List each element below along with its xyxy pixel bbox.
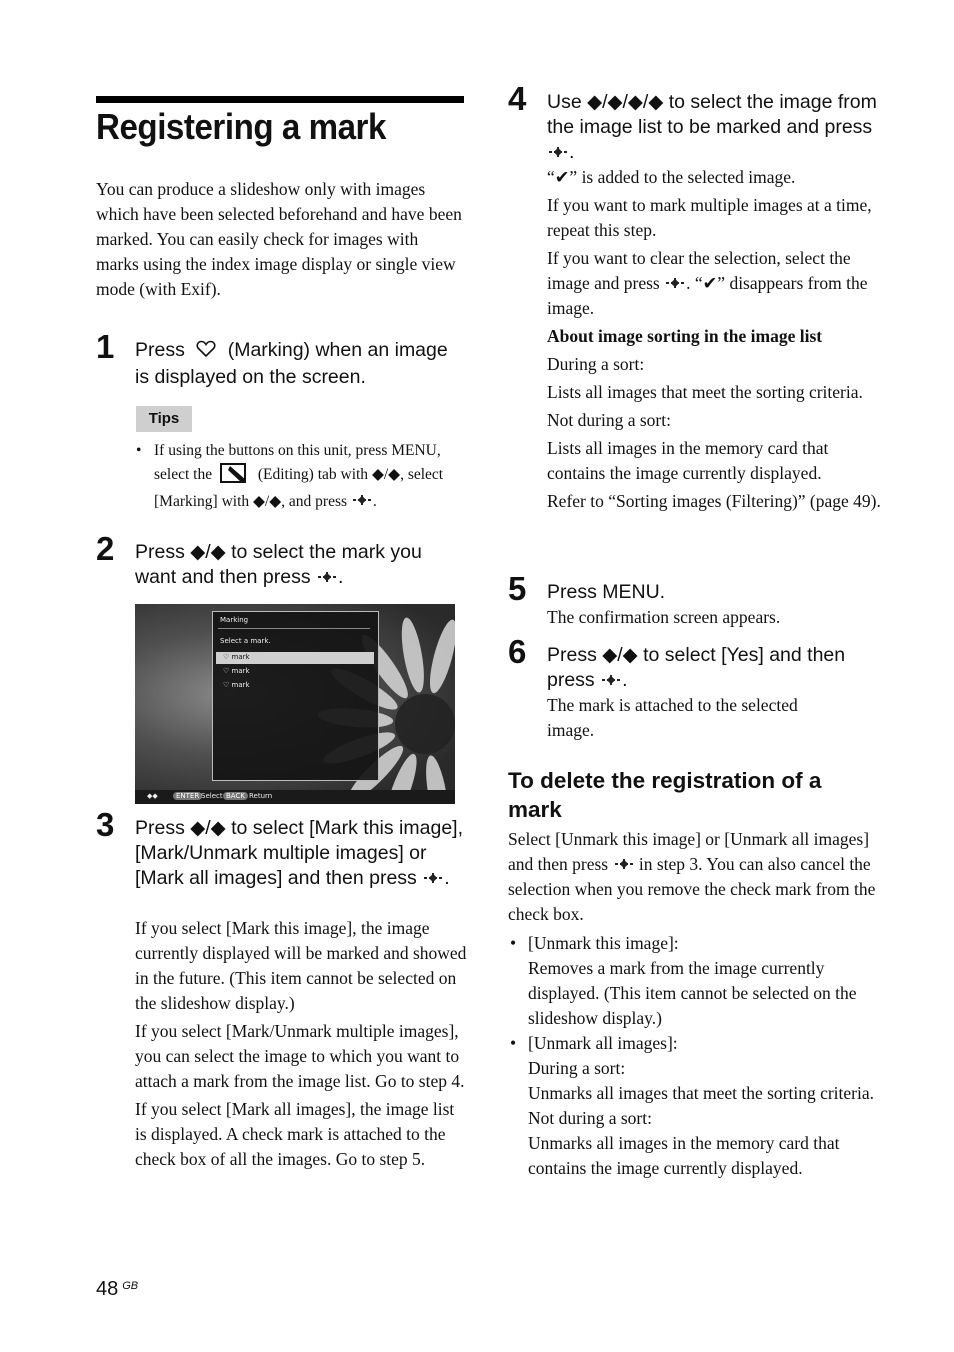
page-language-code: GB (122, 1280, 139, 1292)
step-3-para-2: If you select [Mark/Unmark multiple images], you can select the image to which you want to attach a mark from the image list. Go to step 4. (135, 1021, 465, 1091)
step-4-para-3: If you want to clear the selection, select the image and press . “✔” disappears from the image. (547, 248, 868, 318)
step-4-para-2: If you want to mark multiple images at a time, repeat this step. (547, 195, 872, 240)
step-6-body: The mark is attached to the selected image. (547, 695, 798, 740)
page-title: Registering a mark (96, 106, 386, 147)
step-1-text-b: (Marking) when an image is displayed on the screen. (135, 339, 448, 388)
screen-footer-bar (135, 790, 455, 804)
step-4-number: 4 (508, 80, 527, 117)
enter-icon (422, 870, 444, 886)
tips-bullet: • (136, 442, 142, 459)
footer-select-label: Select (201, 792, 223, 800)
arrow-keys-icon: ◆◆ (147, 792, 158, 800)
step-3-heading (135, 816, 465, 891)
step-2-text-a: Press ◆/◆ to select the mark you want and then press (135, 541, 422, 588)
step-3-text-a: Press ◆/◆ to select [Mark this image], [Mark/Unmark multiple images] or [Mark all images] and then press (135, 817, 464, 889)
bullet-2-head: [Unmark all images]: (528, 1033, 678, 1053)
menu-prompt: Select a mark. (220, 637, 271, 645)
device-screen-image (135, 604, 455, 804)
menu-item-1[interactable]: ♡ mark (223, 653, 250, 661)
sort-line-3: Not during a sort: (547, 410, 671, 430)
step-1-number: 1 (96, 328, 115, 365)
sort-heading: About image sorting in the image list (547, 326, 823, 346)
step-2-number: 2 (96, 530, 115, 567)
delete-bullet-list (510, 931, 878, 1181)
step-6-text-a: Press ◆/◆ to select [Yes] and then press (547, 644, 846, 691)
sort-line-4: Lists all images in the memory card that contains the image currently displayed. (547, 438, 829, 483)
step-3-para-1: If you select [Mark this image], the image currently displayed will be marked and showed in the future. (This item cannot be selected on the slideshow display.) (135, 918, 467, 1013)
step-4-body (547, 165, 882, 517)
heart-icon (196, 340, 216, 365)
step-6-text-b: . (622, 669, 628, 691)
bullet-2-line-1: During a sort: (528, 1058, 626, 1078)
step-5-number: 5 (508, 570, 527, 607)
editing-tab-icon (220, 462, 250, 491)
bullet-2-line-4: Unmarks all images in the memory card that contains the image currently displayed. (528, 1133, 840, 1178)
enter-icon (316, 569, 338, 585)
tips-text-4: . (372, 493, 377, 510)
enter-icon (664, 275, 686, 291)
bullet-1-head: [Unmark this image]: (528, 933, 679, 953)
bullet-item-unmark-all: • [Unmark all images]: During a sort: Unmarks all images that meet the sorting criteria. Not during a sort: Unmarks all images in the memory card that contains the image currently displayed. (528, 1031, 878, 1181)
bullet-2-line-2: Unmarks all images that meet the sorting criteria. (528, 1083, 875, 1103)
step-3-number: 3 (96, 806, 115, 843)
footer-return-label: Return (249, 792, 273, 800)
bullet-1-text: Removes a mark from the image currently displayed. (This item cannot be selected on the slideshow display.) (528, 958, 857, 1028)
step-3-para-3: If you select [Mark all images], the image list is displayed. A check mark is attached to the check box of all the images. Go to step 5. (135, 1099, 455, 1169)
tips-item (136, 440, 466, 513)
back-key-label: BACK (223, 792, 248, 800)
section-heading-delete: To delete the registration of a mark (508, 768, 822, 822)
step-6-number: 6 (508, 633, 527, 670)
enter-icon (351, 492, 373, 508)
step-2-text-b: . (338, 566, 344, 588)
enter-icon (613, 856, 635, 872)
step-3-text-b: . (444, 867, 450, 889)
tips-text-3: ◆/◆, select [Marking] with ◆/◆, and press (154, 466, 444, 510)
marking-menu (212, 611, 379, 781)
sort-line-1: During a sort: (547, 354, 645, 374)
step-5-heading: Press MENU. (547, 581, 666, 603)
step-5-body: The confirmation screen appears. (547, 607, 781, 627)
step-3-body (135, 916, 467, 1175)
intro-paragraph: You can produce a slideshow only with images which have been selected beforehand and have been marked. You can easily check for images with marks using the index image display or single view mode (with Exif). (96, 179, 462, 299)
step-4-para-1: “✔” is added to the selected image. (547, 167, 796, 187)
step-1-heading (135, 338, 465, 390)
sort-line-5: Refer to “Sorting images (Filtering)” (page 49). (547, 491, 881, 511)
delete-intro: Select [Unmark this image] or [Unmark all images] and then press in step 3. You can also cancel the selection when you remove the check mark from the check box. (508, 829, 876, 924)
step-4-heading (547, 90, 882, 165)
enter-icon (600, 672, 622, 688)
menu-item-2[interactable]: ♡ mark (223, 667, 250, 675)
bullet-2-line-3: Not during a sort: (528, 1108, 652, 1128)
tips-text-2: (Editing) tab with (257, 466, 369, 483)
bullet-item-unmark-this: • [Unmark this image]: Removes a mark from the image currently displayed. (This item cannot be selected on the slideshow display.) (528, 931, 878, 1031)
tips-badge: Tips (136, 406, 192, 432)
tips-text-1: If using the buttons on this unit, press MENU, select the (154, 442, 441, 483)
page-number: 48 $^{GB}$ (96, 1278, 139, 1300)
sort-line-2: Lists all images that meet the sorting criteria. (547, 382, 863, 402)
title-rule (96, 96, 464, 103)
step-4-text-b: . (569, 141, 575, 163)
enter-key-label: ENTER (173, 792, 202, 800)
step-2-heading (135, 540, 465, 590)
enter-icon (547, 144, 569, 160)
menu-title: Marking (220, 616, 249, 624)
step-6-heading (547, 643, 882, 693)
step-4-text-a: Use ◆/◆/◆/◆ to select the image from the image list to be marked and press (547, 91, 877, 138)
menu-item-3[interactable]: ♡ mark (223, 681, 250, 689)
step-1-text-a: Press (135, 339, 185, 361)
